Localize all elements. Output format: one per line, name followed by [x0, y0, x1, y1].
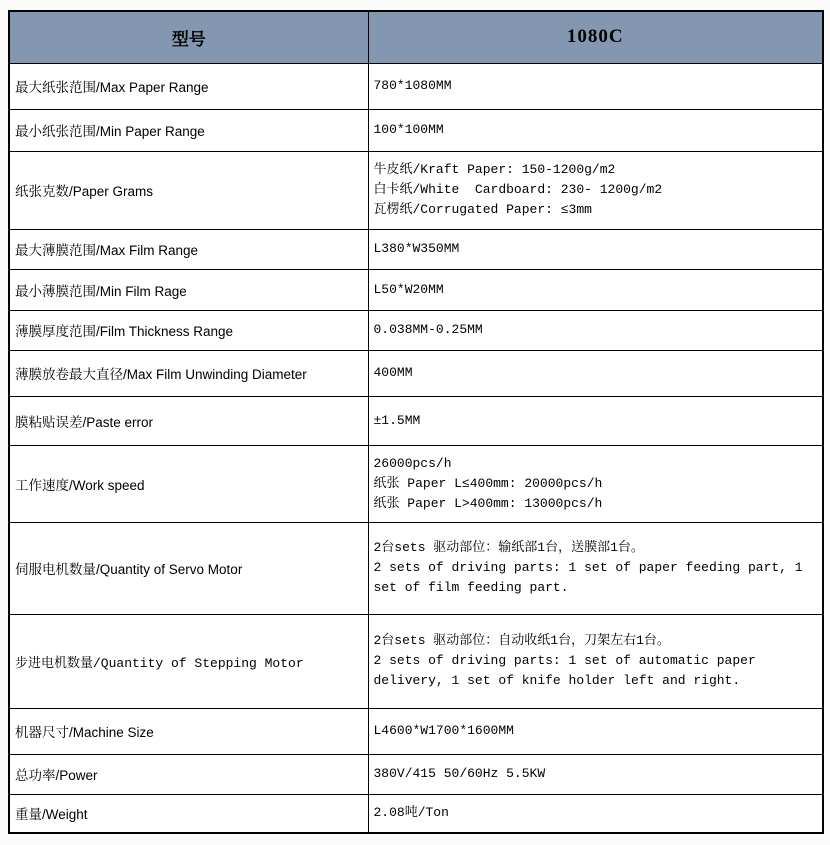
- spec-header-row: [9, 11, 823, 63]
- table-row-min-paper-range: [9, 109, 823, 151]
- spec-header-model-label: 型号: [9, 11, 368, 63]
- value-line: 纸张 Paper L>400mm: 13000pcs/h: [373, 495, 603, 511]
- row-label: 纸张克数/Paper Grams: [9, 151, 368, 229]
- spec-table-container: [8, 10, 824, 834]
- table-row-work-speed: [9, 445, 823, 522]
- row-value: [368, 229, 823, 269]
- value-line: 0.038MM-0.25MM: [373, 322, 483, 337]
- table-row-max-paper-range: [9, 63, 823, 109]
- row-label: 伺服电机数量/Quantity of Servo Motor: [9, 522, 368, 614]
- table-row-paste-error: [9, 396, 823, 445]
- table-row-max-film-unwinding-diameter: [9, 350, 823, 396]
- row-label: 膜粘贴误差/Paste error: [9, 396, 368, 445]
- table-row-stepping-motor-quantity: [9, 614, 823, 708]
- spec-header-model-value: 1080C: [368, 11, 823, 63]
- value-line: 2台sets 驱动部位：输纸部1台，送膜部1台。: [373, 540, 644, 555]
- value-line: 2.08吨/Ton: [373, 805, 449, 821]
- row-label: 重量/Weight: [9, 794, 368, 833]
- row-label: 机器尺寸/Machine Size: [9, 708, 368, 754]
- row-label: 步进电机数量/Quantity of Stepping Motor: [9, 614, 368, 708]
- row-value: [368, 151, 823, 229]
- row-value: [368, 109, 823, 151]
- row-value: [368, 445, 823, 522]
- row-label: 最小纸张范围/Min Paper Range: [9, 109, 368, 151]
- table-row-film-thickness-range: [9, 310, 823, 350]
- value-line: 瓦楞纸/Corrugated Paper: ≤3mm: [373, 202, 592, 217]
- table-row-max-film-range: [9, 229, 823, 269]
- row-label: 最大薄膜范围/Max Film Range: [9, 229, 368, 269]
- row-label: 薄膜厚度范围/Film Thickness Range: [9, 310, 368, 350]
- table-row-power: [9, 754, 823, 794]
- value-line: 2台sets 驱动部位：自动收纸1台，刀架左右1台。: [373, 633, 670, 648]
- table-row-machine-size: [9, 708, 823, 754]
- value-line: 380V/415 50/60Hz 5.5KW: [373, 766, 546, 781]
- value-line: 纸张 Paper L≤400mm: 20000pcs/h: [373, 475, 603, 491]
- row-value: [368, 708, 823, 754]
- row-label: 薄膜放卷最大直径/Max Film Unwinding Diameter: [9, 350, 368, 396]
- value-line: 牛皮纸/Kraft Paper: 150-1200g/m2: [373, 162, 616, 177]
- row-label: 最小薄膜范围/Min Film Rage: [9, 269, 368, 310]
- value-line: 白卡纸/White Cardboard: 230- 1200g/m2: [373, 182, 663, 197]
- table-row-weight: [9, 794, 823, 833]
- row-value: [368, 396, 823, 445]
- row-value: [368, 522, 823, 614]
- row-value: [368, 63, 823, 109]
- table-row-servo-motor-quantity: [9, 522, 823, 614]
- row-label: 总功率/Power: [9, 754, 368, 794]
- row-value: [368, 350, 823, 396]
- value-line: L50*W20MM: [373, 281, 444, 297]
- row-value: [368, 754, 823, 794]
- row-value: [368, 269, 823, 310]
- row-value: [368, 310, 823, 350]
- row-label: 工作速度/Work speed: [9, 445, 368, 522]
- value-line: 26000pcs/h: [373, 455, 452, 471]
- row-value: [368, 614, 823, 708]
- row-value: [368, 794, 823, 833]
- value-line: 100*100MM: [373, 122, 444, 137]
- value-line: 2 sets of driving parts: 1 set of automatic paper delivery, 1 set of knife holder left and right.: [373, 653, 764, 688]
- table-row-min-film-rage: [9, 269, 823, 310]
- value-line: L4600*W1700*1600MM: [373, 723, 514, 738]
- value-line: L380*W350MM: [373, 241, 460, 256]
- value-line: 2 sets of driving parts: 1 set of paper feeding part, 1 set of film feeding part.: [373, 560, 811, 595]
- row-label: 最大纸张范围/Max Paper Range: [9, 63, 368, 109]
- value-line: ±1.5MM: [373, 412, 421, 428]
- table-row-paper-grams: [9, 151, 823, 229]
- spec-table: [8, 10, 824, 834]
- value-line: 780*1080MM: [373, 78, 452, 93]
- value-line: 400MM: [373, 365, 413, 380]
